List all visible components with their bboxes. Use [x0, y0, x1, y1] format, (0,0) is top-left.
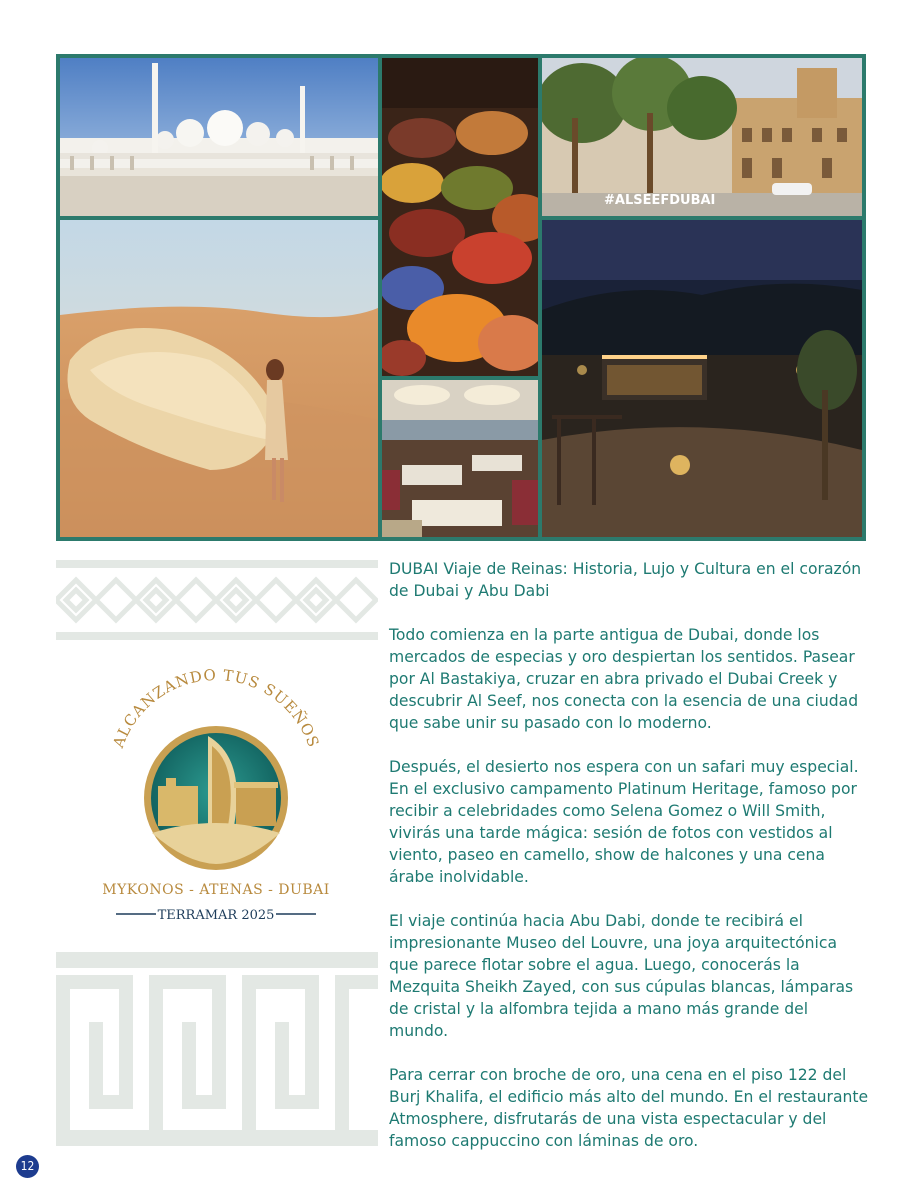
- mosque-photo: [60, 58, 378, 216]
- article-paragraph: Para cerrar con broche de oro, una cena en el piso 122 del Burj Khalifa, el edificio más alto del mundo. En el restaurante Atmosphere, disfrutarás de una vista espectacular y del famoso cappuccino con láminas de oro.: [389, 1066, 869, 1150]
- pattern-band-bottom: [56, 952, 378, 1146]
- desert-photo: [60, 220, 378, 537]
- page-number-badge: 12: [16, 1155, 39, 1178]
- article-paragraph: El viaje continúa hacia Abu Dabi, donde te recibirá el impresionante Museo del Louvre, una joya arquitectónica que parece flotar sobre el agua. Luego, conocerás la Mezquita Sheikh Zayed, con sus cúpulas blancas, lámparas de cristal y la alfombra tejida a mano más grande del mundo.: [389, 912, 854, 1040]
- camp-photo: [542, 220, 862, 537]
- logo-destinations: MYKONOS - ATENAS - DUBAI: [102, 882, 330, 898]
- article-title: DUBAI Viaje de Reinas: Historia, Lujo y Cultura en el corazón de Dubai y Abu Dabi: [389, 560, 862, 600]
- article-body: [389, 558, 869, 1174]
- article-paragraph: Todo comienza en la parte antigua de Dubai, donde los mercados de especias y oro despiertan los sentidos. Pasear por Al Bastakiya, cruzar en abra privado el Dubai Creek y descubrir Al Seef, nos conecta con la esencia de una ciudad que sabe unir su pasado con lo moderno.: [389, 626, 859, 732]
- restaurant-photo: [382, 380, 538, 537]
- logo-arc-text: ALCANZANDO TUS SUEÑOS: [109, 668, 323, 751]
- article-paragraph: Después, el desierto nos espera con un safari muy especial. En el exclusivo campamento Platinum Heritage, famoso por recibir a celebridades como Selena Gomez o Will Smith, vivirás una tarde mágica: sesión de fotos con vestidos al viento, paseo en camello, show de halcones y una cena árabe inolvidable.: [389, 758, 859, 886]
- photo-collage: [56, 54, 866, 541]
- terramar-logo: [96, 668, 336, 928]
- pattern-band-top: [56, 560, 378, 640]
- spices-photo: [382, 58, 538, 376]
- alseef-sign: #ALSEEFDUBAI: [604, 193, 716, 208]
- logo-tagline: TERRAMAR 2025: [157, 908, 275, 923]
- alseef-photo: [542, 58, 862, 216]
